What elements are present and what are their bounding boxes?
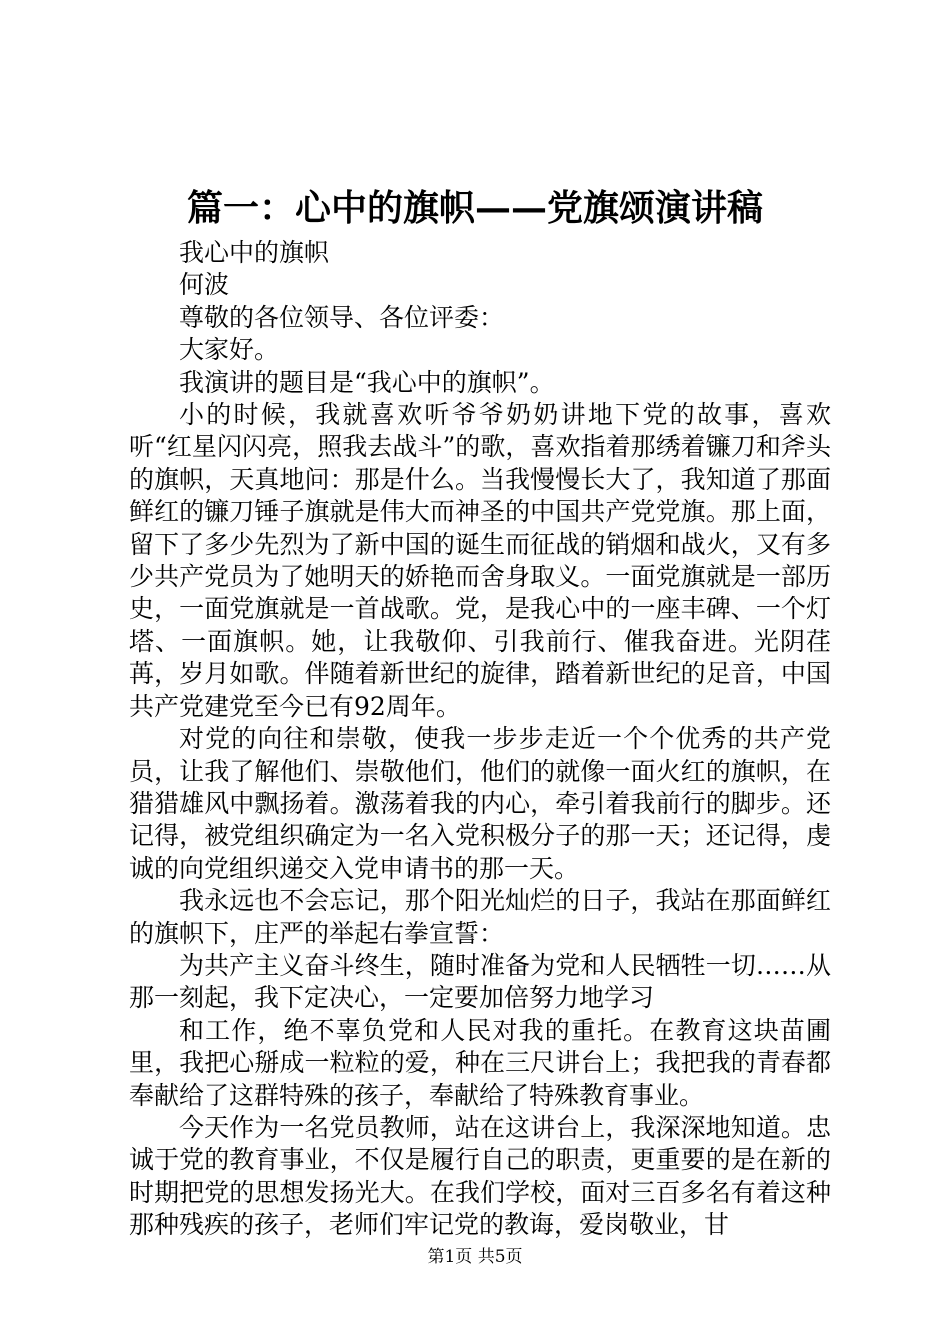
paragraph: 为共产主义奋斗终生，随时准备为党和人民牺牲一切……从那一刻起，我下定决心，一定要加倍努力地学习 <box>129 950 831 1013</box>
greeting: 大家好。 <box>179 335 280 365</box>
paragraph: 小的时候，我就喜欢听爷爷奶奶讲地下党的故事，喜欢听“红星闪闪亮，照我去战斗”的歌，喜欢指着那绣着镰刀和斧头的旗帜，天真地问：那是什么。当我慢慢长大了，我知道了那面鲜红的镰刀锤子旗就是伟大而神圣的中国共产党党旗。那上面，留下了多少先烈为了新中国的诞生而征战的销烟和战火，又有多少共产党员为了她明天的娇艳而舍身取义。一面党旗就是一部历史，一面党旗就是一首战歌。党，是我心中的一座丰碑、一个灯塔、一面旗帜。她，让我敬仰、引我前行、催我奋进。光阴荏苒，岁月如歌。伴随着新世纪的旋律，踏着新世纪的足音，中国共产党建党至今已有92周年。 <box>129 400 831 721</box>
paragraph: 和工作，绝不辜负党和人民对我的重托。在教育这块苗圃里，我把心掰成一粒粒的爱，种在三尺讲台上；我把我的青春都奉献给了这群特殊的孩子，奉献给了特殊教育事业。 <box>129 1015 831 1110</box>
topic-line: 我演讲的题目是“我心中的旗帜”。 <box>179 367 555 397</box>
document-title: 篇一：心中的旗帜——党旗颂演讲稿 <box>186 187 763 229</box>
paragraph: 今天作为一名党员教师，站在这讲台上，我深深地知道。忠诚于党的教育事业，不仅是履行自己的职责，更重要的是在新的时期把党的思想发扬光大。在我们学校，面对三百多名有着这种那种残疾的孩子，老师们牢记党的教诲，爱岗敬业，甘 <box>129 1112 831 1240</box>
salutation: 尊敬的各位领导、各位评委： <box>179 302 505 332</box>
paragraph: 对党的向往和崇敬，使我一步步走近一个个优秀的共产党员，让我了解他们、崇敬他们，他们的就像一面火红的旗帜，在猎猎雄风中飘扬着。激荡着我的内心，牵引着我前行的脚步。还记得，被党组织确定为一名入党积极分子的那一天；还记得，虔诚的向党组织递交入党申请书的那一天。 <box>129 724 831 883</box>
speech-title: 我心中的旗帜 <box>179 238 330 267</box>
page-number-footer: 第1页 共5页 <box>427 1247 523 1267</box>
paragraph: 我永远也不会忘记，那个阳光灿烂的日子，我站在那面鲜红的旗帜下，庄严的举起右拳宣誓： <box>129 886 831 948</box>
speaker-name: 何波 <box>179 270 230 300</box>
document-body <box>129 237 831 1242</box>
